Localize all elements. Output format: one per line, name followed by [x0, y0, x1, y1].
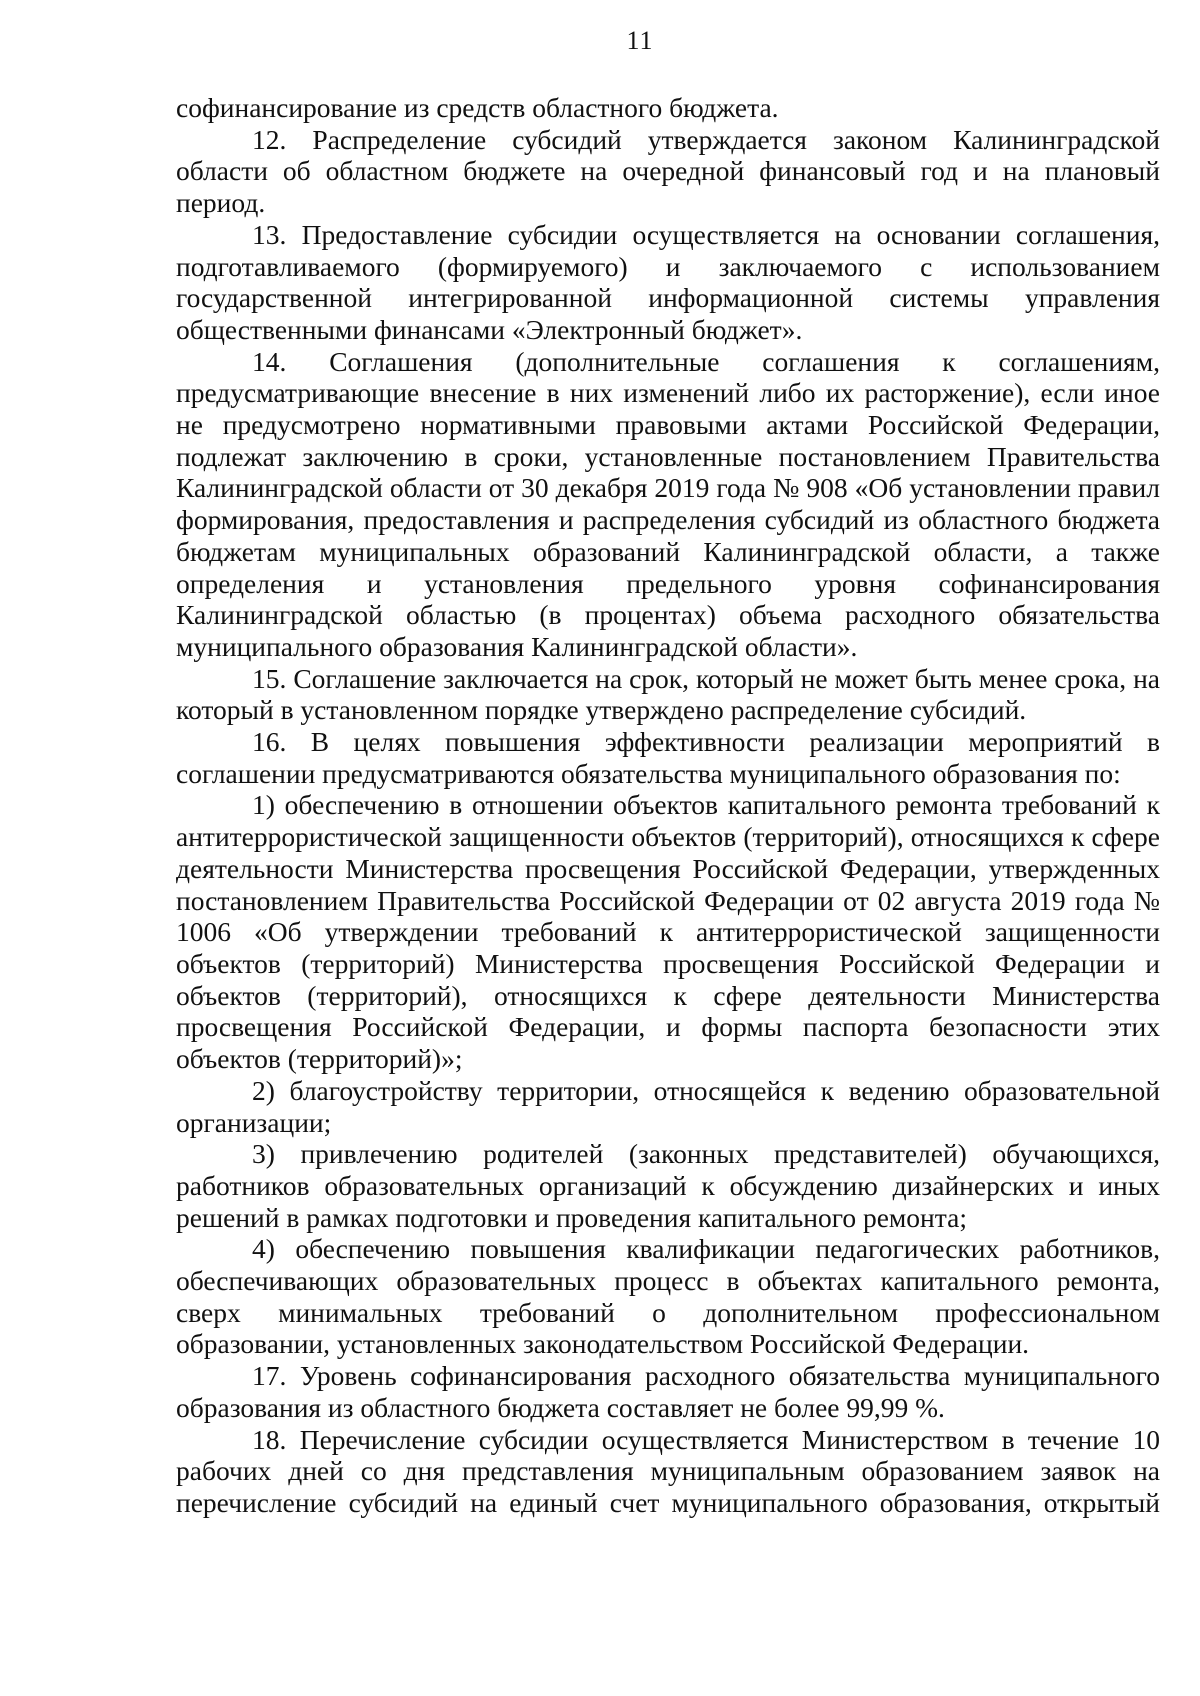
list-item-3: 3) привлечению родителей (законных представителей) обучающихся, работников образовательных организаций к обсуждению дизайнерских и иных решений в рамках подготовки и проведения капитального ремонта; [176, 1138, 1160, 1233]
page-number: 11 [626, 26, 654, 55]
paragraph-continuation: софинансирование из средств областного бюджета. [176, 92, 779, 123]
paragraph-15: 15. Соглашение заключается на срок, который не может быть менее срока, на который в установленном порядке утверждено распределение субсидий. [176, 662, 1160, 726]
list-item-2: 2) благоустройству территории, относящейся к ведению образовательной организации; [176, 1074, 1160, 1138]
list-item-4: 4) обеспечению повышения квалификации педагогических работников, обеспечивающих образовательных процесс в объектах капитального ремонта, сверх минимальных требований о дополнительном профессиональном образовании, установленных законодательством Российской Федерации. [176, 1233, 1160, 1360]
paragraph-12: 12. Распределение субсидий утверждается законом Калининградской области об областном бюджете на очередной финансовый год и на плановый период. [176, 123, 1160, 219]
paragraph-13: 13. Предоставление субсидии осуществляется на основании соглашения, подготавливаемого (формируемого) и заключаемого с использованием государственной интегрированной информационной системы управления общественными финансами «Электронный бюджет». [176, 218, 1160, 345]
paragraph-14: 14. Соглашения (дополнительные соглашения к соглашениям, предусматривающие внесение в них изменений либо их расторжение), если иное не предусмотрено нормативными правовыми актами Российской Федерации, подлежат заключению в сроки, установленные постановлением Правительства Калининградской области от 30 декабря 2019 года № 908 «Об установлении правил формирования, предоставления и распределения субсидий из областного бюджета бюджетам муниципальных образований Калининградской области, а также определения и установления предельного уровня софинансирования Калининградской областью (в процентах) объема расходного обязательства муниципального образования Калининградской области». [176, 345, 1160, 662]
paragraph-16: 16. В целях повышения эффективности реализации мероприятий в соглашении предусматриваются обязательства муниципального образования по: [176, 726, 1160, 789]
list-item-1: 1) обеспечению в отношении объектов капитального ремонта требований к антитеррористической защищенности объектов (территорий), относящихся к сфере деятельности Министерства просвещения Российской Федерации, утвержденных постановлением Правительства Российской Федерации от 02 августа 2019 года № 1006 «Об утверждении требований к антитеррористической защищенности объектов (территорий) Министерства просвещения Российской Федерации и объектов (территорий), относящихся к сфере деятельности Министерства просвещения Российской Федерации, и формы паспорта безопасности этих объектов (территорий)»; [176, 789, 1160, 1075]
document-body [176, 92, 1160, 1519]
paragraph-18: 18. Перечисление субсидии осуществляется Министерством в течение 10 рабочих дней со дня представления муниципальным образованием заявок на перечисление субсидий на единый счет муниципального образования, открытый [176, 1423, 1160, 1518]
paragraph-17: 17. Уровень софинансирования расходного обязательства муниципального образования из областного бюджета составляет не более 99,99 %. [176, 1360, 1160, 1423]
